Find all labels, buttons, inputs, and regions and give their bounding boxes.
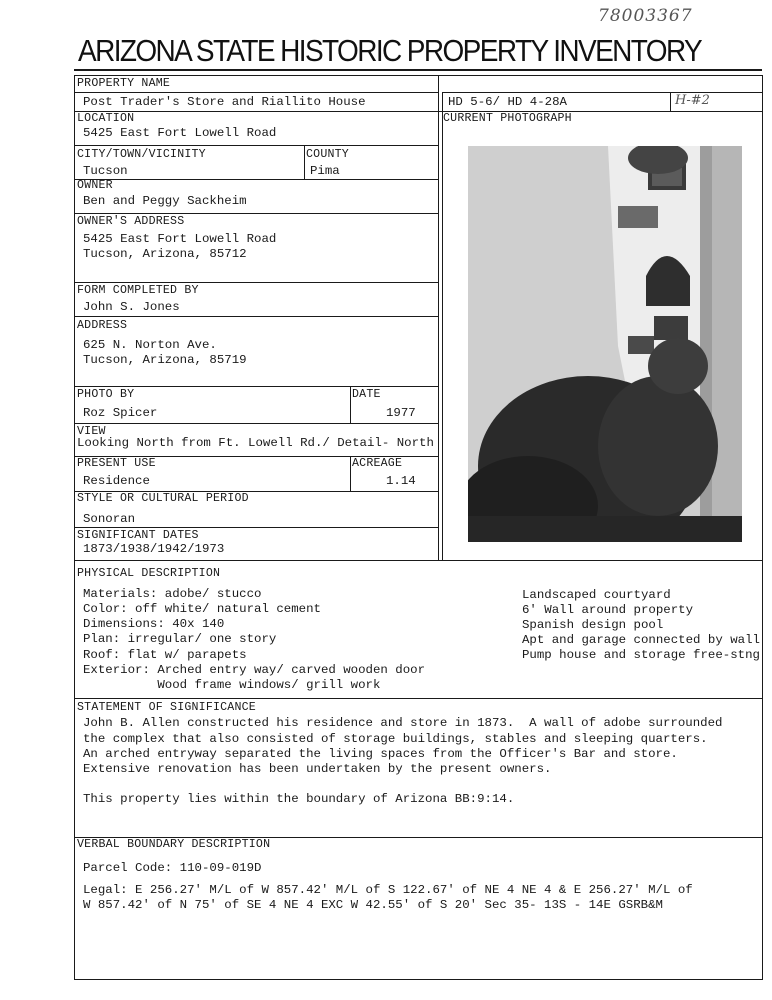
current-photograph-label: CURRENT PHOTOGRAPH	[443, 112, 572, 125]
rule	[74, 386, 438, 387]
rule	[74, 698, 762, 699]
h-number: H-#2	[675, 93, 710, 108]
present-use-value: Residence	[83, 474, 150, 488]
legal-line-1: Legal: E 256.27' M/L of W 857.42' M/L of S 122.67' of NE 4 NE 4 & E 256.27' M/L of	[83, 883, 693, 897]
rule	[74, 316, 438, 317]
significance-line-3: An arched entryway separated the living spaces from the Officer's Bar and store.	[83, 747, 678, 761]
date-label: DATE	[352, 388, 381, 401]
significance-line-2: the complex that also consisted of storage buildings, stables and sleeping quarters.	[83, 732, 708, 746]
address-line1: 625 N. Norton Ave.	[83, 338, 217, 352]
rule	[74, 282, 438, 283]
form-completed-value: John S. Jones	[83, 300, 180, 314]
owner-label: OWNER	[77, 179, 113, 192]
rule	[74, 527, 438, 528]
column-divider	[438, 75, 439, 560]
significance-line-1: John B. Allen constructed his residence and store in 1873. A wall of adobe surrounded	[83, 716, 723, 730]
title-underline	[74, 69, 762, 71]
style-value: Sonoran	[83, 512, 136, 526]
physical-right-5: Pump house and storage free-stng	[522, 648, 760, 662]
rule	[74, 92, 438, 93]
rule	[74, 111, 762, 112]
owner-value: Ben and Peggy Sackheim	[83, 194, 247, 208]
photo-by-label: PHOTO BY	[77, 388, 135, 401]
location-label: LOCATION	[77, 112, 135, 125]
photo-by-value: Roz Spicer	[83, 406, 158, 420]
frame-top	[74, 75, 762, 76]
frame-right	[762, 75, 763, 980]
significance-line-4: Extensive renovation has been undertaken by the present owners.	[83, 762, 552, 776]
physical-left-5: Roof: flat w/ parapets	[83, 648, 247, 662]
style-label: STYLE OR CULTURAL PERIOD	[77, 492, 249, 505]
reference-codes: HD 5-6/ HD 4-28A	[448, 95, 567, 109]
rule	[74, 560, 762, 561]
present-use-label: PRESENT USE	[77, 457, 156, 470]
physical-right-4: Apt and garage connected by wall	[522, 633, 760, 647]
owner-address-label: OWNER'S ADDRESS	[77, 215, 185, 228]
physical-left-2: Color: off white/ natural cement	[83, 602, 321, 616]
property-name-value: Post Trader's Store and Riallito House	[83, 95, 366, 109]
owner-address-line2: Tucson, Arizona, 85712	[83, 247, 247, 261]
verbal-boundary-label: VERBAL BOUNDARY DESCRIPTION	[77, 838, 271, 851]
significant-dates-label: SIGNIFICANT DATES	[77, 529, 199, 542]
rule	[74, 145, 438, 146]
physical-right-3: Spanish design pool	[522, 618, 664, 632]
significance-note: This property lies within the boundary of Arizona BB:9:14.	[83, 792, 515, 806]
rule	[442, 92, 762, 93]
parcel-code: Parcel Code: 110-09-019D	[83, 861, 262, 875]
frame-bottom	[74, 979, 762, 980]
rule	[350, 386, 351, 423]
view-label: VIEW	[77, 425, 106, 438]
form-title: ARIZONA STATE HISTORIC PROPERTY INVENTORY	[78, 34, 702, 68]
city-label: CITY/TOWN/VICINITY	[77, 148, 206, 161]
date-value: 1977	[386, 406, 416, 420]
address-label: ADDRESS	[77, 319, 128, 332]
physical-left-6: Exterior: Arched entry way/ carved wooden door	[83, 663, 426, 677]
rule	[74, 423, 438, 424]
physical-right-1: Landscaped courtyard	[522, 588, 671, 602]
physical-left-1: Materials: adobe/ stucco	[83, 587, 262, 601]
acreage-label: ACREAGE	[352, 457, 403, 470]
rule	[350, 456, 351, 491]
physical-description-label: PHYSICAL DESCRIPTION	[77, 567, 221, 580]
county-label: COUNTY	[306, 148, 349, 161]
physical-left-7: Wood frame windows/ grill work	[83, 678, 381, 692]
rule	[670, 92, 671, 111]
location-value: 5425 East Fort Lowell Road	[83, 126, 277, 140]
significance-label: STATEMENT OF SIGNIFICANCE	[77, 701, 256, 714]
address-line2: Tucson, Arizona, 85719	[83, 353, 247, 367]
significant-dates-value: 1873/1938/1942/1973	[83, 542, 225, 556]
acreage-value: 1.14	[386, 474, 416, 488]
current-photograph	[468, 146, 742, 542]
rule	[74, 179, 438, 180]
city-value: Tucson	[83, 164, 128, 178]
owner-address-line1: 5425 East Fort Lowell Road	[83, 232, 277, 246]
legal-line-2: W 857.42' of N 75' of SE 4 NE 4 EXC W 42.55' of S 20' Sec 35- 13S - 14E GSRB&M	[83, 898, 663, 912]
physical-left-4: Plan: irregular/ one story	[83, 632, 277, 646]
rule	[74, 213, 438, 214]
column-divider-2	[442, 92, 443, 560]
physical-right-2: 6' Wall around property	[522, 603, 694, 617]
physical-left-3: Dimensions: 40x 140	[83, 617, 225, 631]
accession-number: 78003367	[598, 6, 693, 26]
rule	[304, 145, 305, 179]
property-name-label: PROPERTY NAME	[77, 77, 171, 90]
view-value: Looking North from Ft. Lowell Rd./ Detail- North	[77, 436, 434, 450]
form-completed-label: FORM COMPLETED BY	[77, 284, 199, 297]
county-value: Pima	[310, 164, 340, 178]
